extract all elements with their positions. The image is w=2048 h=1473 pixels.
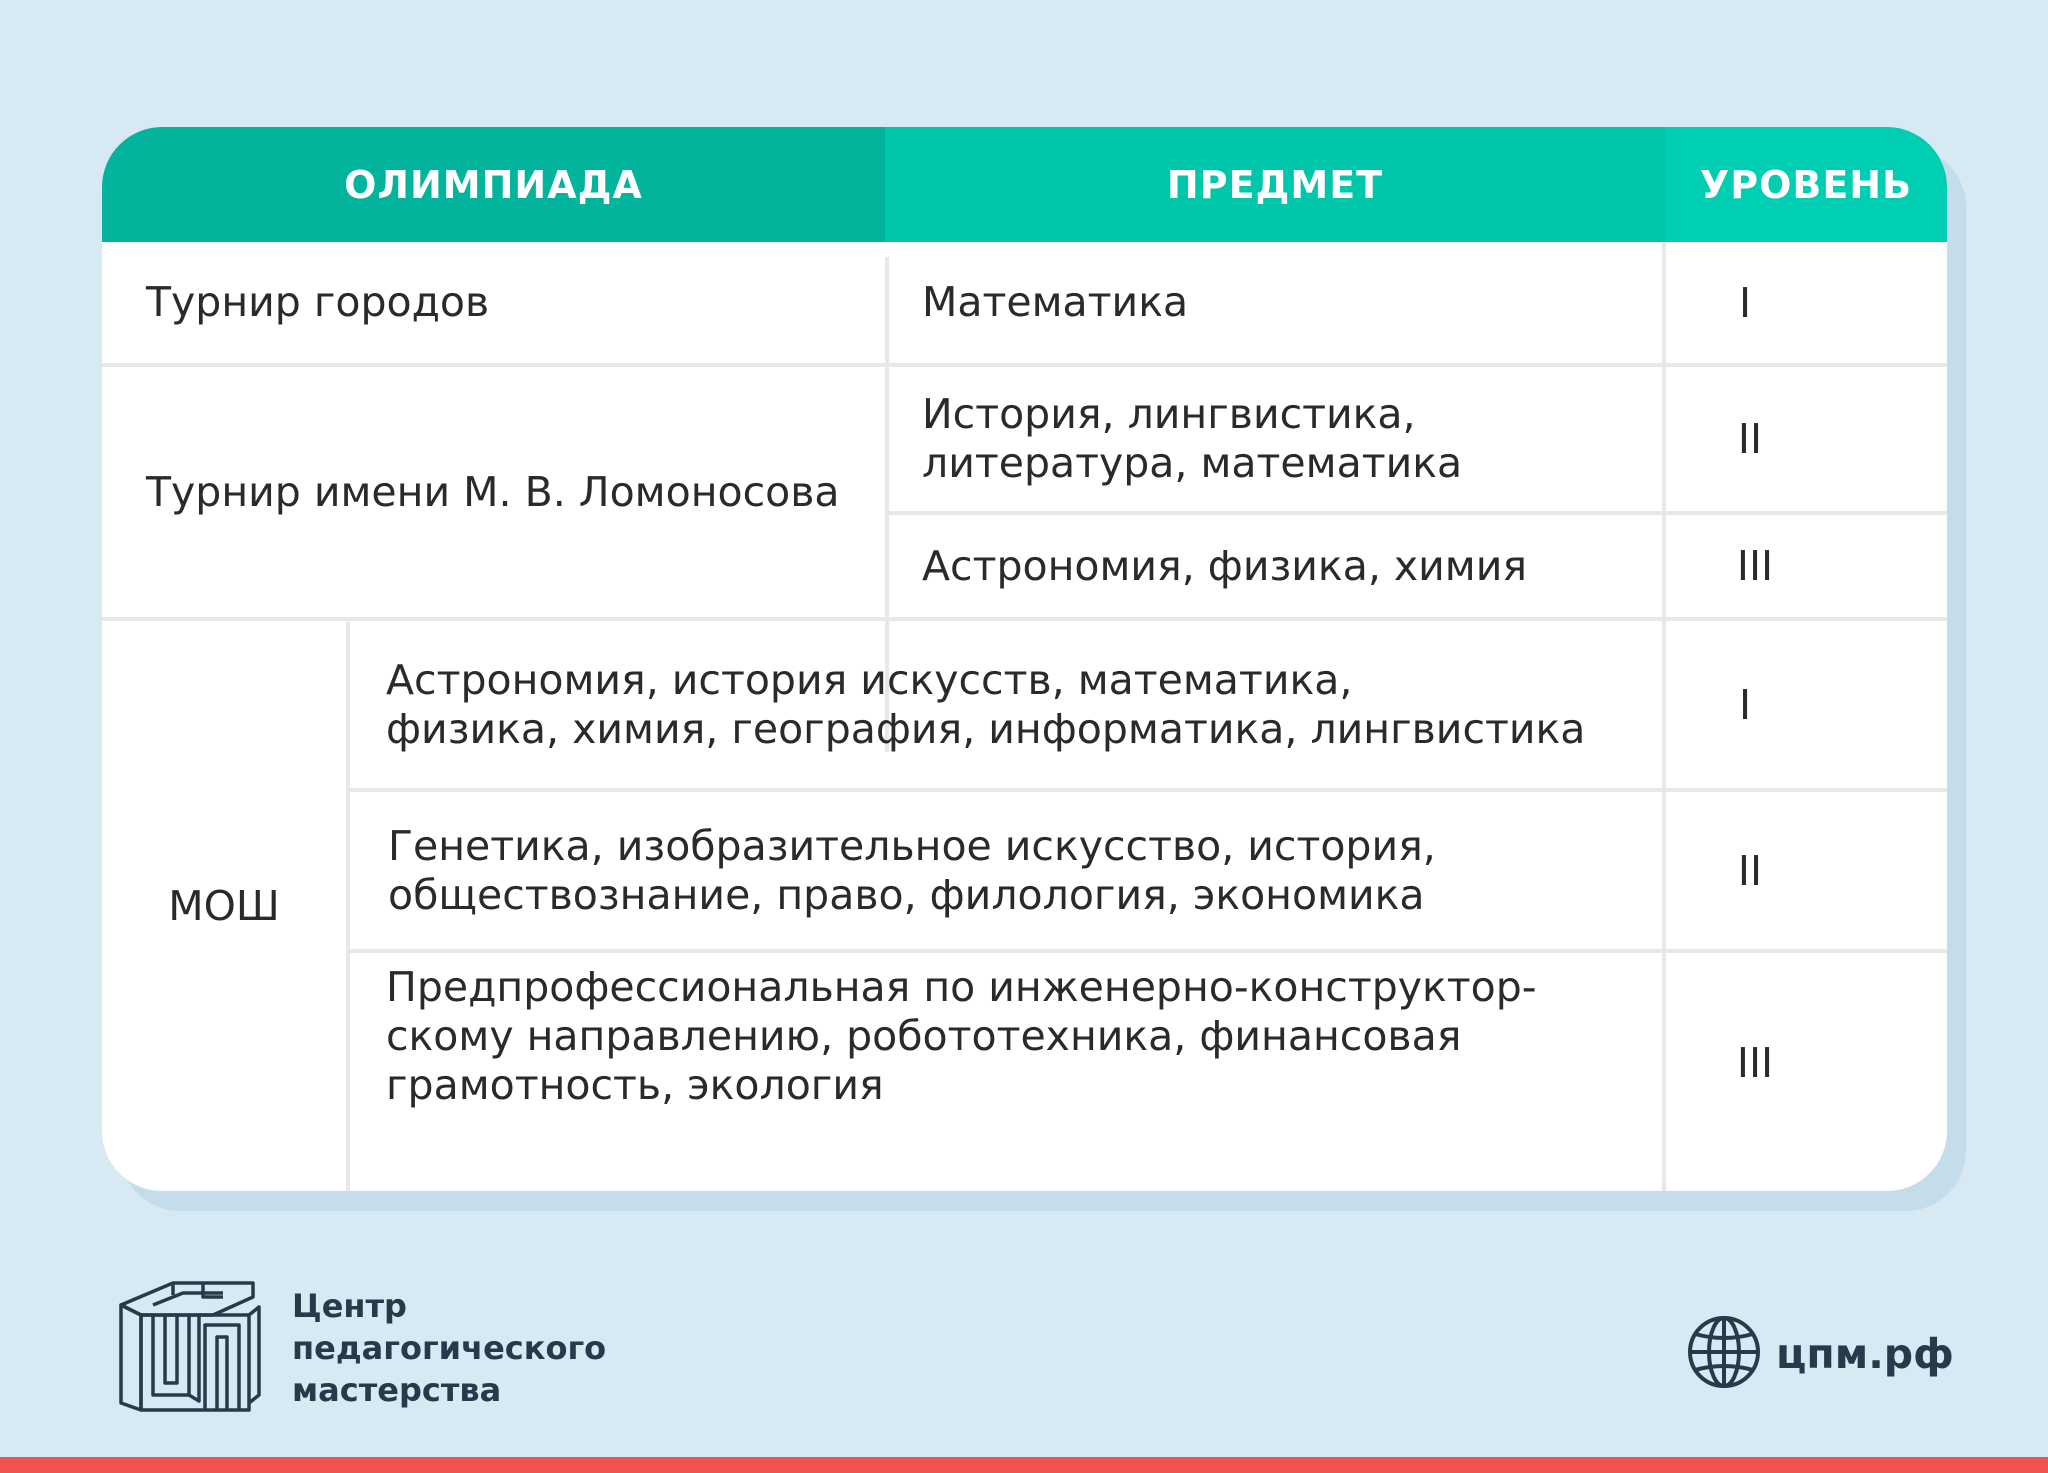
level-text: III [1736,1039,1774,1087]
subject-cell [922,515,1652,617]
subject-line: физика, химия, география, информатика, лингвистика [386,704,1586,753]
olympiad-cell-lomonosov [146,367,876,617]
level-cell [1665,367,1835,511]
globe-icon [1686,1314,1762,1394]
header-level: УРОВЕНЬ [1665,127,1947,242]
subject-line: Астрономия, история искусств, математика, [386,655,1353,704]
organization-name-line: мастерства [292,1371,502,1409]
bottom-stripe [0,1457,2048,1473]
subject-line: Генетика, изобразительное искусство, история, [388,821,1436,870]
subject-line: грамотность, экология [386,1061,884,1109]
header-olympiad: ОЛИМПИАДА [102,127,885,242]
level-cell [1665,515,1845,617]
level-text: III [1736,542,1774,590]
subject-cell [922,367,1652,511]
subject-line: Предпрофессиональная по инженерно-конструктор- [386,963,1537,1011]
level-text: II [1737,846,1763,895]
subject-text: Астрономия, физика, химия [922,541,1528,590]
col-divider-1-lower [346,622,350,1191]
website-text[interactable]: цпм.рф [1776,1330,1954,1378]
subject-text: Математика [922,278,1189,326]
level-cell [1665,242,1825,363]
olympiad-name: Турнир городов [146,278,490,326]
subject-cell [922,242,1642,363]
subject-line: скому направлению, робототехника, финансовая [386,1012,1462,1060]
subject-cell [386,953,1652,1173]
organization-name [292,1285,606,1411]
level-text: II [1737,415,1763,463]
subject-line: История, лингвистика, [922,390,1416,438]
organization-name-line: педагогического [292,1329,607,1367]
subject-cell [386,621,1652,788]
olympiad-name: Турнир имени М. В. Ломоносова [146,467,840,516]
level-cell [1665,792,1835,949]
website-link[interactable] [1686,1314,1954,1394]
level-cell [1665,621,1825,788]
olympiad-cell-tournament-of-towns [146,242,866,363]
level-text: I [1738,680,1752,729]
level-text: I [1738,278,1752,327]
level-cell [1665,953,1845,1173]
olympiad-table [102,127,1947,1191]
olympiad-cell-mosh [102,621,346,1191]
organization-name-line: Центр [292,1287,407,1325]
olympiad-name: МОШ [168,881,280,930]
header-subject: ПРЕДМЕТ [885,127,1665,242]
subject-line: обществознание, право, филология, экономика [388,870,1425,919]
cpm-logo-icon [113,1275,263,1415]
subject-cell [388,792,1652,949]
subject-line: литература, математика [922,439,1463,487]
